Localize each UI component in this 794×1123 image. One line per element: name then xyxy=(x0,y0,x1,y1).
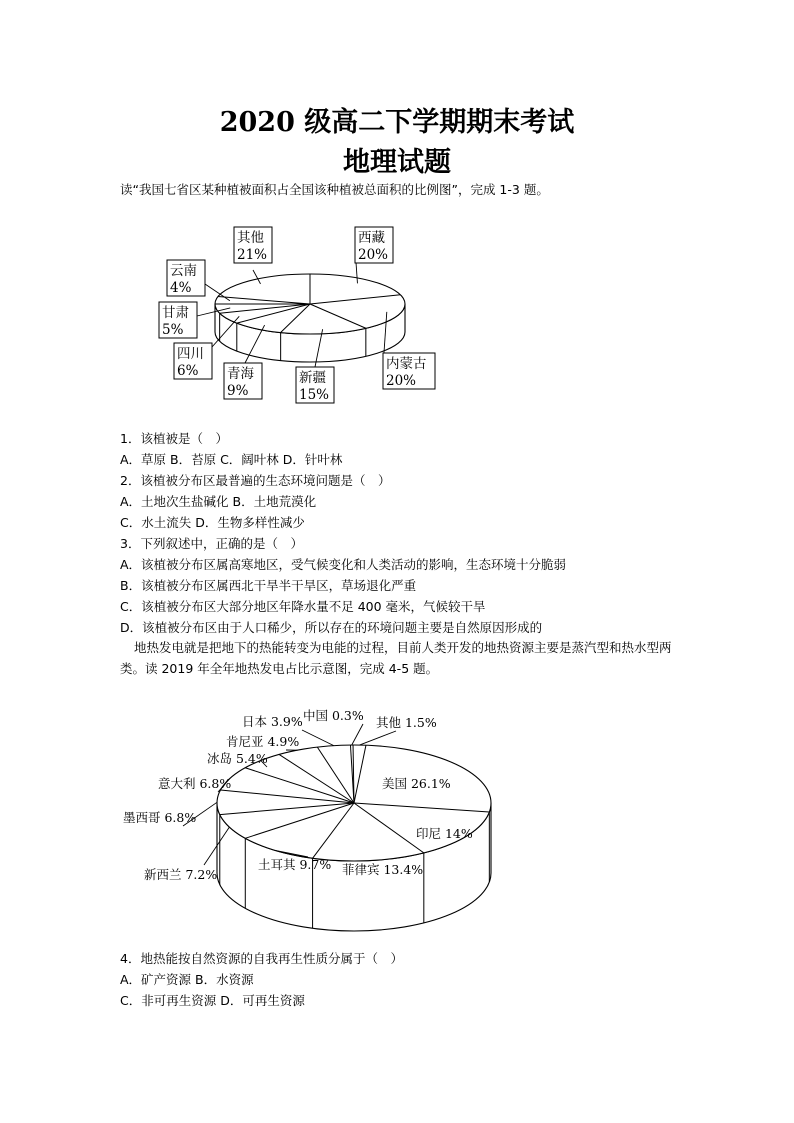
category-label-6: 云南 xyxy=(170,263,197,279)
category-label-3: 青海 xyxy=(227,366,254,382)
exam-subtitle: 地理试题 xyxy=(343,147,451,178)
question-2: 2．该植被分布区最普遍的生态环境问题是（ ） xyxy=(120,473,391,488)
slice-label-5: 墨西哥 6.8% xyxy=(123,810,197,825)
question-3-option-d: D．该植被分布区由于人口稀少，所以存在的环境问题主要是自然原因形成的 xyxy=(120,620,543,635)
question-3-option-c: C．该植被分布区大部分地区年降水量不足 400 毫米，气候较干旱 xyxy=(120,599,486,614)
slice-label-6: 意大利 6.8% xyxy=(158,776,232,791)
slice-label-3: 土耳其 9.7% xyxy=(258,857,332,872)
category-label-5: 甘肃 xyxy=(162,305,189,321)
slice-label-0: 美国 26.1% xyxy=(382,776,451,791)
value-label-2: 15% xyxy=(299,387,330,403)
pie-body xyxy=(215,274,405,362)
leader-9 xyxy=(302,730,334,746)
exam-title: 2020 级高二下学期期末考试 xyxy=(219,107,575,138)
question-4-options-ab: A．矿产资源 B．水资源 xyxy=(120,972,254,987)
slice-label-9: 日本 3.9% xyxy=(242,714,303,729)
value-label-0: 20% xyxy=(358,247,389,263)
value-label-3: 9% xyxy=(227,383,249,399)
value-label-5: 5% xyxy=(162,322,184,338)
category-label-2: 新疆 xyxy=(299,370,326,386)
category-label-0: 西藏 xyxy=(358,230,385,246)
question-3-option-b: B．该植被分布区属西北干旱半干旱区，草场退化严重 xyxy=(120,578,417,593)
category-label-4: 四川 xyxy=(177,346,204,362)
slice-label-4: 新西兰 7.2% xyxy=(144,867,218,882)
leader-11 xyxy=(359,731,396,745)
slice-label-1: 印尼 14% xyxy=(416,826,473,841)
question-2-options-cd: C．水土流失 D．生物多样性减少 xyxy=(120,515,305,530)
geothermal-pie-chart xyxy=(120,698,510,938)
category-label-1: 内蒙古 xyxy=(386,356,427,372)
question-3: 3．下列叙述中，正确的是（ ） xyxy=(120,536,303,551)
geothermal-paragraph: 地热发电就是把地下的热能转变为电能的过程，目前人类开发的地热资源主要是蒸汽型和热水型两类。读 2019 年全年地热发电占比示意图，完成 4-5 题。 xyxy=(120,640,672,676)
value-label-1: 20% xyxy=(386,373,417,389)
slice-label-2: 菲律宾 13.4% xyxy=(342,862,424,877)
leader-10 xyxy=(352,724,363,745)
question-1: 1．该植被是（ ） xyxy=(120,431,228,446)
vegetation-pie-chart xyxy=(150,222,510,417)
question-4-options-cd: C．非可再生资源 D．可再生资源 xyxy=(120,993,305,1008)
value-label-6: 4% xyxy=(170,280,192,296)
intro-1-3: 读“我国七省区某种植被面积占全国该种植被总面积的比例图”，完成 1-3 题。 xyxy=(120,182,549,197)
question-3-option-a: A．该植被分布区属高寒地区，受气候变化和人类活动的影响，生态环境十分脆弱 xyxy=(120,557,567,572)
question-4: 4．地热能按自然资源的自我再生性质分属于（ ） xyxy=(120,951,403,966)
value-label-7: 21% xyxy=(237,247,268,263)
value-label-4: 6% xyxy=(177,363,199,379)
slice-label-7: 冰岛 5.4% xyxy=(207,751,268,766)
slice-label-10: 中国 0.3% xyxy=(303,708,364,723)
question-1-options: A．草原 B．苔原 C．阔叶林 D．针叶林 xyxy=(120,452,343,467)
category-label-7: 其他 xyxy=(237,230,264,246)
slice-label-8: 肯尼亚 4.9% xyxy=(226,734,300,749)
slice-label-11: 其他 1.5% xyxy=(376,715,437,730)
question-2-options-ab: A．土地次生盐碱化 B．土地荒漠化 xyxy=(120,494,317,509)
